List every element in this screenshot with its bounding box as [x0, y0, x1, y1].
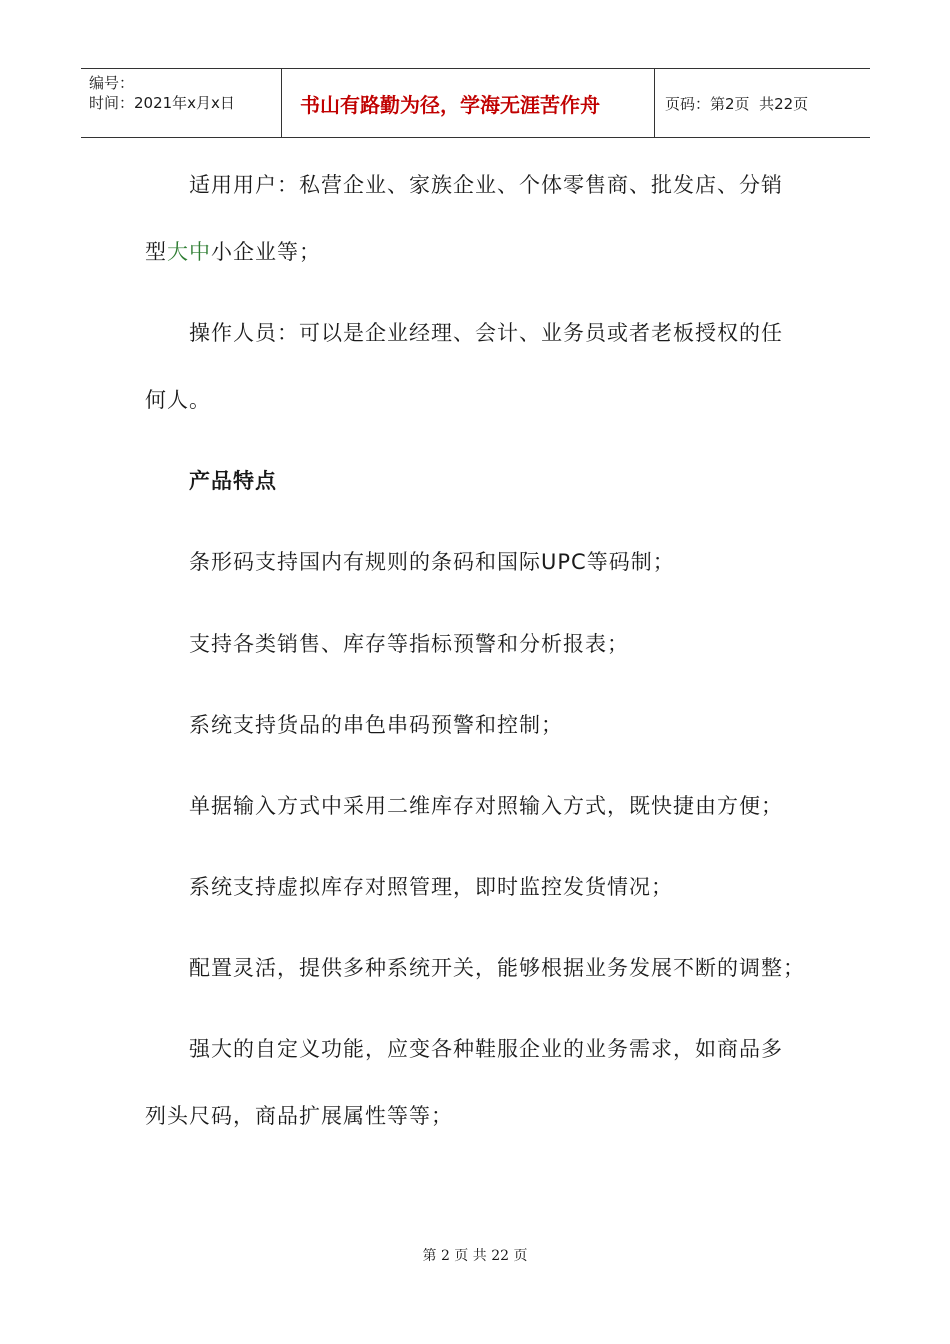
document-header	[81, 68, 870, 138]
feature-item: 系统支持货品的串色串码预警和控制；	[189, 713, 563, 737]
feature-item	[189, 547, 675, 577]
section-title: 产品特点	[189, 469, 277, 493]
feature-item: 单据输入方式中采用二维库存对照输入方式，既快捷由方便；	[189, 794, 783, 818]
paragraph-operators-line-2: 何人。	[145, 388, 211, 412]
header-meta-cell	[81, 69, 282, 137]
text-run: UPC	[541, 550, 587, 574]
page-footer: 第 2 页 共 22 页	[422, 1248, 528, 1264]
paragraph-users-line-2	[145, 237, 321, 267]
text-run: 条形码支持国内有规则的条码和国际	[189, 550, 541, 574]
text-run: 小企业等；	[211, 240, 321, 264]
paragraph-operators-line-1: 操作人员：可以是企业经理、会计、业务员或者老板授权的任	[189, 321, 783, 345]
header-number-label: 编号：	[89, 74, 135, 92]
text-run: 型	[145, 240, 167, 264]
feature-item: 配置灵活，提供多种系统开关，能够根据业务发展不断的调整；	[189, 956, 805, 980]
header-time-label: 时间：2021年x月x日	[89, 94, 235, 112]
paragraph-users-line-1: 适用用户：私营企业、家族企业、个体零售商、批发店、分销	[189, 173, 783, 197]
header-page-label: 页码：第2页 共22页	[665, 94, 809, 113]
feature-item-line-1: 强大的自定义功能，应变各种鞋服企业的业务需求，如商品多	[189, 1037, 783, 1061]
feature-item: 支持各类销售、库存等指标预警和分析报表；	[189, 632, 629, 656]
feature-item-line-2: 列头尺码，商品扩展属性等等；	[145, 1104, 453, 1128]
header-page-cell	[655, 69, 870, 137]
header-motto: 书山有路勤为径，学海无涯苦作舟	[282, 69, 655, 137]
feature-item: 系统支持虚拟库存对照管理，即时监控发货情况；	[189, 875, 673, 899]
highlighted-text: 大中	[167, 240, 211, 264]
text-run: 等码制；	[586, 550, 675, 574]
